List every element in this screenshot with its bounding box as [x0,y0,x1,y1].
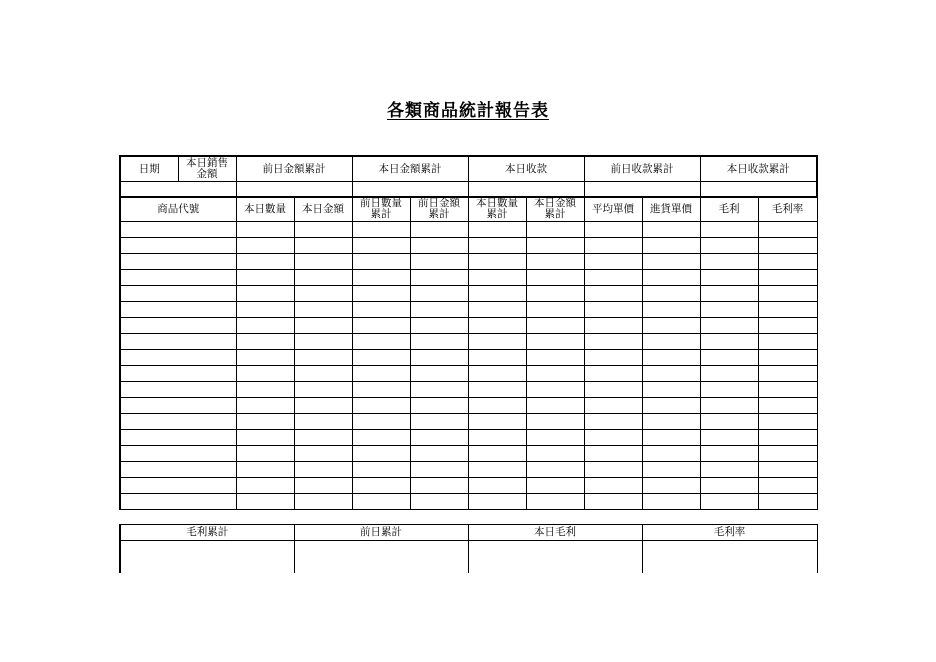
entry-cell[interactable] [410,478,468,494]
entry-cell[interactable] [236,430,294,446]
today-gross-profit-label: 本日毛利 [468,525,642,541]
entry-cell[interactable] [120,222,236,238]
entry-cell[interactable] [642,238,700,254]
entry-cell[interactable] [700,478,758,494]
entry-cell[interactable] [294,446,352,462]
entry-cell[interactable] [642,430,700,446]
entry-cell[interactable] [236,286,294,302]
entry-cell[interactable] [410,318,468,334]
entry-cell[interactable] [468,446,526,462]
entry-cell[interactable] [584,446,642,462]
entry-cell[interactable] [352,318,410,334]
entry-cell[interactable] [352,334,410,350]
entry-cell[interactable] [120,462,236,478]
entry-cell[interactable] [526,414,584,430]
entry-cell[interactable] [352,238,410,254]
entry-cell[interactable] [410,494,468,510]
entry-cell[interactable] [468,254,526,270]
prev-total-label: 前日累計 [294,525,468,541]
entry-cell[interactable] [352,222,410,238]
entry-cell[interactable] [468,318,526,334]
entry-cell[interactable] [584,286,642,302]
entry-cell[interactable] [642,462,700,478]
entry-cell[interactable] [526,318,584,334]
entry-cell[interactable] [236,478,294,494]
table-row [120,398,817,414]
prev-amount-total-cell[interactable] [236,182,352,198]
entry-cell[interactable] [526,398,584,414]
entry-cell[interactable] [700,382,758,398]
entry-cell[interactable] [526,334,584,350]
entry-cell[interactable] [642,350,700,366]
entry-cell[interactable] [410,414,468,430]
entry-cell[interactable] [294,334,352,350]
entry-cell[interactable] [526,462,584,478]
entry-cell[interactable] [352,382,410,398]
entry-cell[interactable] [120,318,236,334]
entry-cell[interactable] [758,382,817,398]
col-prev-amt-total: 前日金額 累計 [410,197,468,222]
product-detail-table [119,196,818,510]
entry-cell[interactable] [642,414,700,430]
entry-cell[interactable] [584,302,642,318]
entry-cell[interactable] [700,446,758,462]
gross-profit-total-label: 毛利累計 [120,525,294,541]
entry-cell[interactable] [758,350,817,366]
entry-cell[interactable] [642,302,700,318]
table-row [120,270,817,286]
entry-cell[interactable] [584,238,642,254]
entry-cell[interactable] [700,254,758,270]
entry-cell[interactable] [410,398,468,414]
date-label: 日期 [120,156,178,182]
entry-cell[interactable] [700,286,758,302]
entry-cell[interactable] [642,494,700,510]
entry-cell[interactable] [294,286,352,302]
entry-cell[interactable] [468,350,526,366]
entry-cell[interactable] [642,254,700,270]
table-row [120,238,817,254]
table-row [120,286,817,302]
entry-cell[interactable] [468,238,526,254]
entry-cell[interactable] [236,254,294,270]
entry-cell[interactable] [700,414,758,430]
entry-cell[interactable] [294,430,352,446]
table-row [120,334,817,350]
gross-profit-total-cell[interactable] [120,541,294,574]
entry-cell[interactable] [120,366,236,382]
entry-cell[interactable] [758,462,817,478]
entry-cell[interactable] [410,334,468,350]
entry-cell[interactable] [468,270,526,286]
entry-cell[interactable] [120,430,236,446]
today-gross-profit-cell[interactable] [468,541,642,574]
entry-cell[interactable] [526,302,584,318]
date-value-cell[interactable] [120,182,236,198]
today-receipts-total-label: 本日收款累計 [700,156,817,182]
entry-cell[interactable] [758,238,817,254]
entry-cell[interactable] [352,414,410,430]
entry-cell[interactable] [410,350,468,366]
entry-cell[interactable] [700,366,758,382]
entry-cell[interactable] [468,462,526,478]
entry-cell[interactable] [294,318,352,334]
entry-cell[interactable] [294,254,352,270]
entry-cell[interactable] [584,478,642,494]
entry-cell[interactable] [236,446,294,462]
entry-cell[interactable] [642,286,700,302]
entry-cell[interactable] [758,286,817,302]
entry-cell[interactable] [468,382,526,398]
entry-cell[interactable] [352,430,410,446]
entry-cell[interactable] [526,478,584,494]
table-row [120,478,817,494]
entry-cell[interactable] [294,366,352,382]
entry-cell[interactable] [584,462,642,478]
entry-cell[interactable] [700,462,758,478]
entry-cell[interactable] [584,494,642,510]
col-today-qty-total: 本日數量 累計 [468,197,526,222]
entry-cell[interactable] [526,382,584,398]
prev-receipts-total-label: 前日收款累計 [584,156,700,182]
entry-cell[interactable] [352,478,410,494]
entry-cell[interactable] [758,398,817,414]
entry-cell[interactable] [352,398,410,414]
entry-cell[interactable] [352,350,410,366]
col-avg-price: 平均單價 [584,197,642,222]
entry-cell[interactable] [758,222,817,238]
entry-cell[interactable] [410,238,468,254]
entry-cell[interactable] [526,238,584,254]
entry-cell[interactable] [236,414,294,430]
today-amount-total-label: 本日金額累計 [352,156,468,182]
today-receipts-label: 本日收款 [468,156,584,182]
entry-cell[interactable] [584,382,642,398]
entry-cell[interactable] [236,494,294,510]
table-row [120,382,817,398]
today-amount-total-cell[interactable] [352,182,468,198]
entry-cell[interactable] [352,494,410,510]
entry-cell[interactable] [642,222,700,238]
entry-cell[interactable] [236,222,294,238]
entry-cell[interactable] [120,238,236,254]
entry-cell[interactable] [642,366,700,382]
entry-cell[interactable] [584,270,642,286]
table-row [120,430,817,446]
entry-cell[interactable] [642,446,700,462]
col-gross-profit: 毛利 [700,197,758,222]
entry-cell[interactable] [468,302,526,318]
entry-cell[interactable] [236,270,294,286]
prev-receipts-total-cell[interactable] [584,182,700,198]
col-today-qty: 本日數量 [236,197,294,222]
entry-cell[interactable] [410,270,468,286]
entry-cell[interactable] [294,222,352,238]
entry-cell[interactable] [120,398,236,414]
table-row [120,366,817,382]
entry-cell[interactable] [584,350,642,366]
entry-cell[interactable] [526,270,584,286]
entry-cell[interactable] [120,446,236,462]
entry-cell[interactable] [120,254,236,270]
entry-cell[interactable] [410,254,468,270]
col-today-amt-total: 本日金額 累計 [526,197,584,222]
entry-cell[interactable] [352,462,410,478]
entry-cell[interactable] [526,494,584,510]
entry-cell[interactable] [352,270,410,286]
entry-cell[interactable] [758,366,817,382]
entry-cell[interactable] [294,494,352,510]
entry-cell[interactable] [236,238,294,254]
entry-cell[interactable] [700,350,758,366]
col-product-code: 商品代號 [120,197,236,222]
entry-cell[interactable] [526,286,584,302]
entry-cell[interactable] [410,286,468,302]
entry-cell[interactable] [120,494,236,510]
entry-cell[interactable] [758,302,817,318]
entry-cell[interactable] [642,334,700,350]
entry-cell[interactable] [410,382,468,398]
table-row [120,414,817,430]
entry-cell[interactable] [584,222,642,238]
col-prev-qty-total: 前日數量 累計 [352,197,410,222]
entry-cell[interactable] [526,446,584,462]
entry-cell[interactable] [758,318,817,334]
entry-cell[interactable] [758,270,817,286]
entry-cell[interactable] [236,302,294,318]
entry-cell[interactable] [294,398,352,414]
entry-cell[interactable] [700,494,758,510]
table-row [120,494,817,510]
entry-cell[interactable] [700,318,758,334]
table-row [120,462,817,478]
entry-cell[interactable] [526,254,584,270]
entry-cell[interactable] [584,430,642,446]
entry-cell[interactable] [700,430,758,446]
entry-cell[interactable] [642,382,700,398]
entry-cell[interactable] [236,350,294,366]
entry-cell[interactable] [584,366,642,382]
entry-cell[interactable] [410,222,468,238]
entry-cell[interactable] [294,350,352,366]
table-row [120,254,817,270]
today-receipts-cell[interactable] [468,182,584,198]
entry-cell[interactable] [758,254,817,270]
entry-cell[interactable] [294,414,352,430]
entry-cell[interactable] [352,366,410,382]
entry-cell[interactable] [700,302,758,318]
entry-cell[interactable] [642,318,700,334]
entry-cell[interactable] [410,366,468,382]
entry-cell[interactable] [642,478,700,494]
today-sales-amount-label: 本日銷售 金額 [178,156,236,182]
summary-header-table [119,155,818,198]
entry-cell[interactable] [410,462,468,478]
entry-cell[interactable] [236,462,294,478]
entry-cell[interactable] [584,414,642,430]
entry-cell[interactable] [526,430,584,446]
entry-cell[interactable] [700,238,758,254]
col-purchase-price: 進貨單價 [642,197,700,222]
profit-summary-table [119,524,818,573]
entry-cell[interactable] [236,318,294,334]
entry-cell[interactable] [236,334,294,350]
entry-cell[interactable] [468,414,526,430]
entry-cell[interactable] [120,334,236,350]
entry-cell[interactable] [120,270,236,286]
entry-cell[interactable] [294,382,352,398]
gross-margin-cell[interactable] [642,541,817,574]
col-gross-margin: 毛利率 [758,197,817,222]
entry-cell[interactable] [758,446,817,462]
entry-cell[interactable] [468,222,526,238]
entry-cell[interactable] [642,398,700,414]
entry-cell[interactable] [410,302,468,318]
entry-cell[interactable] [120,286,236,302]
gross-margin-label: 毛利率 [642,525,817,541]
entry-cell[interactable] [758,478,817,494]
entry-cell[interactable] [410,446,468,462]
entry-cell[interactable] [352,254,410,270]
entry-cell[interactable] [700,398,758,414]
today-receipts-total-cell[interactable] [700,182,817,198]
entry-cell[interactable] [758,494,817,510]
entry-cell[interactable] [584,334,642,350]
entry-cell[interactable] [120,414,236,430]
entry-cell[interactable] [526,350,584,366]
table-row [120,222,817,238]
entry-cell[interactable] [758,414,817,430]
entry-cell[interactable] [352,286,410,302]
entry-cell[interactable] [352,446,410,462]
entry-cell[interactable] [468,366,526,382]
entry-cell[interactable] [584,398,642,414]
prev-total-cell[interactable] [294,541,468,574]
entry-cell[interactable] [584,318,642,334]
entry-cell[interactable] [758,430,817,446]
entry-cell[interactable] [526,222,584,238]
table-row [120,446,817,462]
entry-cell[interactable] [526,366,584,382]
entry-cell[interactable] [236,382,294,398]
entry-cell[interactable] [468,286,526,302]
entry-cell[interactable] [120,382,236,398]
page-title: 各類商品統計報告表 [387,101,549,121]
entry-cell[interactable] [410,430,468,446]
entry-cell[interactable] [120,302,236,318]
entry-cell[interactable] [700,334,758,350]
entry-cell[interactable] [700,222,758,238]
entry-cell[interactable] [584,254,642,270]
prev-amount-total-label: 前日金額累計 [236,156,352,182]
entry-cell[interactable] [294,302,352,318]
entry-cell[interactable] [468,494,526,510]
table-row [120,350,817,366]
entry-cell[interactable] [468,334,526,350]
entry-cell[interactable] [236,366,294,382]
entry-cell[interactable] [642,270,700,286]
entry-cell[interactable] [294,270,352,286]
entry-cell[interactable] [700,270,758,286]
entry-cell[interactable] [236,398,294,414]
entry-cell[interactable] [468,398,526,414]
entry-cell[interactable] [294,462,352,478]
entry-cell[interactable] [120,350,236,366]
entry-cell[interactable] [352,302,410,318]
entry-cell[interactable] [468,430,526,446]
table-row [120,318,817,334]
entry-cell[interactable] [294,478,352,494]
col-today-amt: 本日金額 [294,197,352,222]
entry-cell[interactable] [120,478,236,494]
entry-cell[interactable] [758,334,817,350]
entry-cell[interactable] [294,238,352,254]
entry-cell[interactable] [468,478,526,494]
table-row [120,302,817,318]
